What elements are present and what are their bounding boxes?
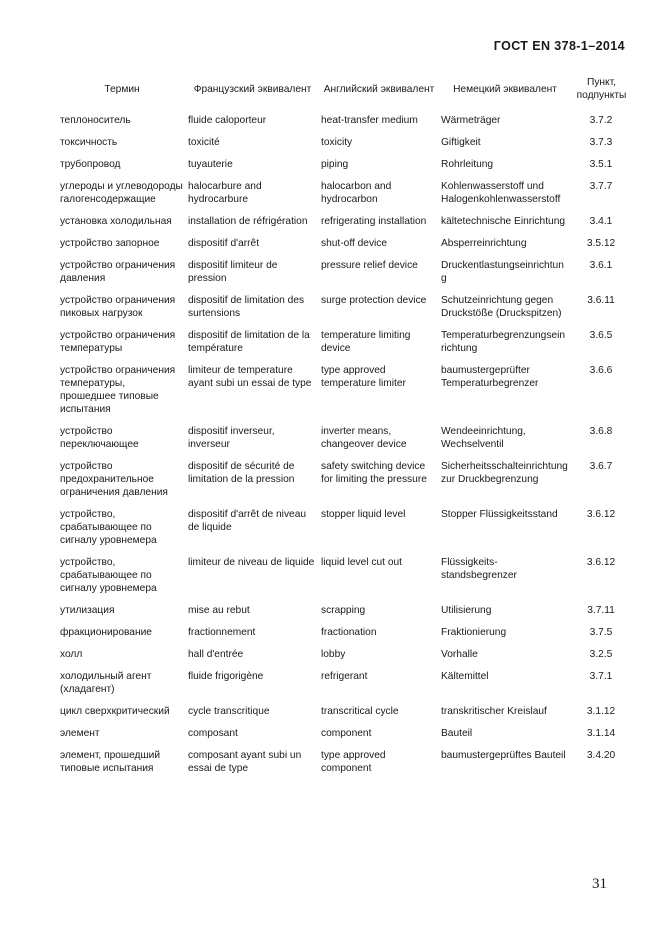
table-row — [58, 670, 632, 705]
english-cell: liquid level cut out — [321, 557, 402, 568]
german-cell: Wärmeträger — [441, 115, 501, 126]
term-cell: фракционирование — [60, 627, 152, 638]
german-cell: Stopper Flüssigkeitsstand — [441, 509, 558, 520]
table-row — [58, 237, 632, 259]
german-cell: Absperreinrichtung — [441, 238, 527, 249]
table-row — [58, 294, 632, 329]
french-cell: composant — [188, 728, 238, 739]
clause-cell: 3.7.5 — [589, 627, 613, 638]
table-row — [58, 648, 632, 670]
clause-cell: 3.6.7 — [589, 461, 613, 472]
german-cell: baumustergeprüftes Bauteil — [441, 750, 566, 761]
clause-cell: 3.6.11 — [587, 295, 615, 306]
french-cell: limiteur de temperature ayant subi un essai de type — [188, 365, 312, 389]
german-cell: Fraktionierung — [441, 627, 507, 638]
clause-cell: 3.6.1 — [589, 260, 613, 271]
table-row — [58, 508, 632, 556]
english-cell: type approved component — [321, 750, 386, 774]
table-header-row — [58, 76, 632, 114]
french-cell: mise au rebut — [188, 605, 250, 616]
header-french: Французский эквивалент — [193, 83, 312, 95]
clause-cell: 3.6.12 — [586, 509, 616, 520]
english-cell: refrigerant — [321, 671, 368, 682]
english-cell: inverter means, changeover device — [321, 426, 407, 450]
term-cell: устройство, срабатывающее по сигналу уровнемера — [60, 509, 157, 546]
table-row — [58, 215, 632, 237]
english-cell: safety switching device for limiting the pressure — [321, 461, 427, 485]
term-cell: теплоноситель — [60, 115, 131, 126]
term-cell: установка холодильная — [60, 216, 172, 227]
table-row — [58, 749, 632, 784]
french-cell: composant ayant subi un essai de type — [188, 750, 302, 774]
table-row — [58, 114, 632, 136]
term-cell: трубопровод — [60, 159, 121, 170]
term-cell: устройство переключающее — [60, 426, 139, 450]
french-cell: dispositif d'arrêt de niveau de liquide — [188, 509, 307, 533]
table-row — [58, 364, 632, 425]
german-cell: Flüssigkeits-standsbegrenzer — [441, 557, 517, 581]
english-cell: lobby — [321, 649, 346, 660]
page-number: 31 — [592, 876, 607, 892]
english-cell: stopper liquid level — [321, 509, 406, 520]
header-english: Английский эквивалент — [323, 83, 435, 95]
french-cell: fluide frigorigène — [188, 671, 264, 682]
table-row — [58, 136, 632, 158]
english-cell: heat-transfer medium — [321, 115, 418, 126]
german-cell: Vorhalle — [441, 649, 478, 660]
german-cell: Wendeeinrichtung, Wechselventil — [441, 426, 526, 450]
english-cell: fractionation — [321, 627, 377, 638]
german-cell: Rohrleitung — [441, 159, 494, 170]
english-cell: component — [321, 728, 372, 739]
clause-cell: 3.7.3 — [589, 137, 613, 148]
german-cell: Schutzeinrichtung gegen Druckstöße (Druckspitzen) — [441, 295, 562, 319]
german-cell: Utilisierung — [441, 605, 492, 616]
german-cell: baumustergeprüfter Temperaturbegrenzer — [441, 365, 539, 389]
table-row — [58, 626, 632, 648]
table-row — [58, 425, 632, 460]
english-cell: refrigerating installation — [321, 216, 427, 227]
table-row — [58, 329, 632, 364]
french-cell: fluide caloporteur — [188, 115, 267, 126]
french-cell: dispositif de limitation de la température — [188, 330, 310, 354]
term-cell: устройство, срабатывающее по сигналу уровнемера — [60, 557, 157, 594]
french-cell: installation de réfrigération — [188, 216, 308, 227]
standard-designation: ГОСТ EN 378-1–2014 — [493, 39, 625, 53]
english-cell: pressure relief device — [321, 260, 418, 271]
french-cell: dispositif de sécurité de limitation de la pression — [188, 461, 295, 485]
english-cell: surge protection device — [321, 295, 427, 306]
term-cell: устройство ограничения пиковых нагрузок — [60, 295, 176, 319]
clause-cell: 3.4.20 — [586, 750, 616, 761]
term-cell: элемент, прошедший типовые испытания — [60, 750, 161, 774]
table-row — [58, 556, 632, 604]
german-cell: Kältemittel — [441, 671, 489, 682]
french-cell: cycle transcritique — [188, 706, 270, 717]
english-cell: type approved temperature limiter — [321, 365, 406, 389]
table-row — [58, 460, 632, 508]
german-cell: Druckentlastungseinrichtung — [441, 260, 564, 284]
french-cell: hall d'entrée — [188, 649, 244, 660]
french-cell: dispositif limiteur de pression — [188, 260, 278, 284]
table-row — [58, 259, 632, 294]
german-cell: kältetechnische Einrichtung — [441, 216, 566, 227]
clause-cell: 3.5.1 — [589, 159, 613, 170]
english-cell: temperature limiting device — [321, 330, 411, 354]
clause-cell: 3.6.6 — [589, 365, 613, 376]
english-cell: halocarbon and hydrocarbon — [321, 181, 392, 205]
clause-cell: 3.1.14 — [586, 728, 616, 739]
english-cell: scrapping — [321, 605, 366, 616]
french-cell: halocarbure and hydrocarbure — [188, 181, 262, 205]
clause-cell: 3.6.5 — [589, 330, 613, 341]
clause-cell: 3.4.1 — [589, 216, 613, 227]
table-row — [58, 604, 632, 626]
french-cell: toxicité — [188, 137, 220, 148]
french-cell: dispositif inverseur, inverseur — [188, 426, 275, 450]
term-cell: холл — [60, 649, 83, 660]
term-cell: устройство запорное — [60, 238, 160, 249]
german-cell: Bauteil — [441, 728, 473, 739]
table-row — [58, 180, 632, 215]
clause-cell: 3.1.12 — [586, 706, 616, 717]
clause-cell: 3.6.12 — [586, 557, 616, 568]
table-row — [58, 727, 632, 749]
term-cell: устройство предохранительное ограничения давления — [60, 461, 168, 498]
english-cell: shut-off device — [321, 238, 388, 249]
term-cell: цикл сверхкритический — [60, 706, 170, 717]
term-cell: устройство ограничения температуры, прошедшее типовые испытания — [60, 365, 176, 415]
term-cell: устройство ограничения давления — [60, 260, 176, 284]
term-cell: холодильный агент (хладагент) — [60, 671, 152, 695]
clause-cell: 3.7.1 — [589, 671, 613, 682]
table-row — [58, 705, 632, 727]
table-body — [58, 114, 632, 784]
clause-cell: 3.7.11 — [587, 605, 615, 616]
clause-cell: 3.7.7 — [589, 181, 613, 192]
german-cell: Kohlenwasserstoff und Halogenkohlenwasserstoff — [441, 181, 561, 205]
term-cell: утилизация — [60, 605, 115, 616]
english-cell: transcritical cycle — [321, 706, 399, 717]
english-cell: piping — [321, 159, 349, 170]
header-clause: Пункт, подпункты — [576, 77, 627, 101]
german-cell: Giftigkeit — [441, 137, 481, 148]
french-cell: dispositif d'arrêt — [188, 238, 260, 249]
header-term: Термин — [104, 83, 140, 95]
french-cell: fractionnement — [188, 627, 256, 638]
term-cell: устройство ограничения температуры — [60, 330, 176, 354]
clause-cell: 3.6.8 — [589, 426, 613, 437]
clause-cell: 3.2.5 — [589, 649, 613, 660]
french-cell: limiteur de niveau de liquide — [188, 557, 315, 568]
term-cell: токсичность — [60, 137, 118, 148]
french-cell: tuyauterie — [188, 159, 233, 170]
clause-cell: 3.5.12 — [586, 238, 616, 249]
french-cell: dispositif de limitation des surtensions — [188, 295, 305, 319]
term-cell: углероды и углеводороды галогенсодержащие — [60, 181, 183, 205]
german-cell: transkritischer Kreislauf — [441, 706, 547, 717]
german-cell: Temperaturbegrenzungseinrichtung — [441, 330, 566, 354]
table-row — [58, 158, 632, 180]
header-german: Немецкий эквивалент — [453, 83, 557, 95]
english-cell: toxicity — [321, 137, 353, 148]
terms-table — [58, 76, 632, 784]
german-cell: Sicherheitsschalteinrichtung zur Druckbegrenzung — [441, 461, 568, 485]
term-cell: элемент — [60, 728, 100, 739]
clause-cell: 3.7.2 — [589, 115, 613, 126]
